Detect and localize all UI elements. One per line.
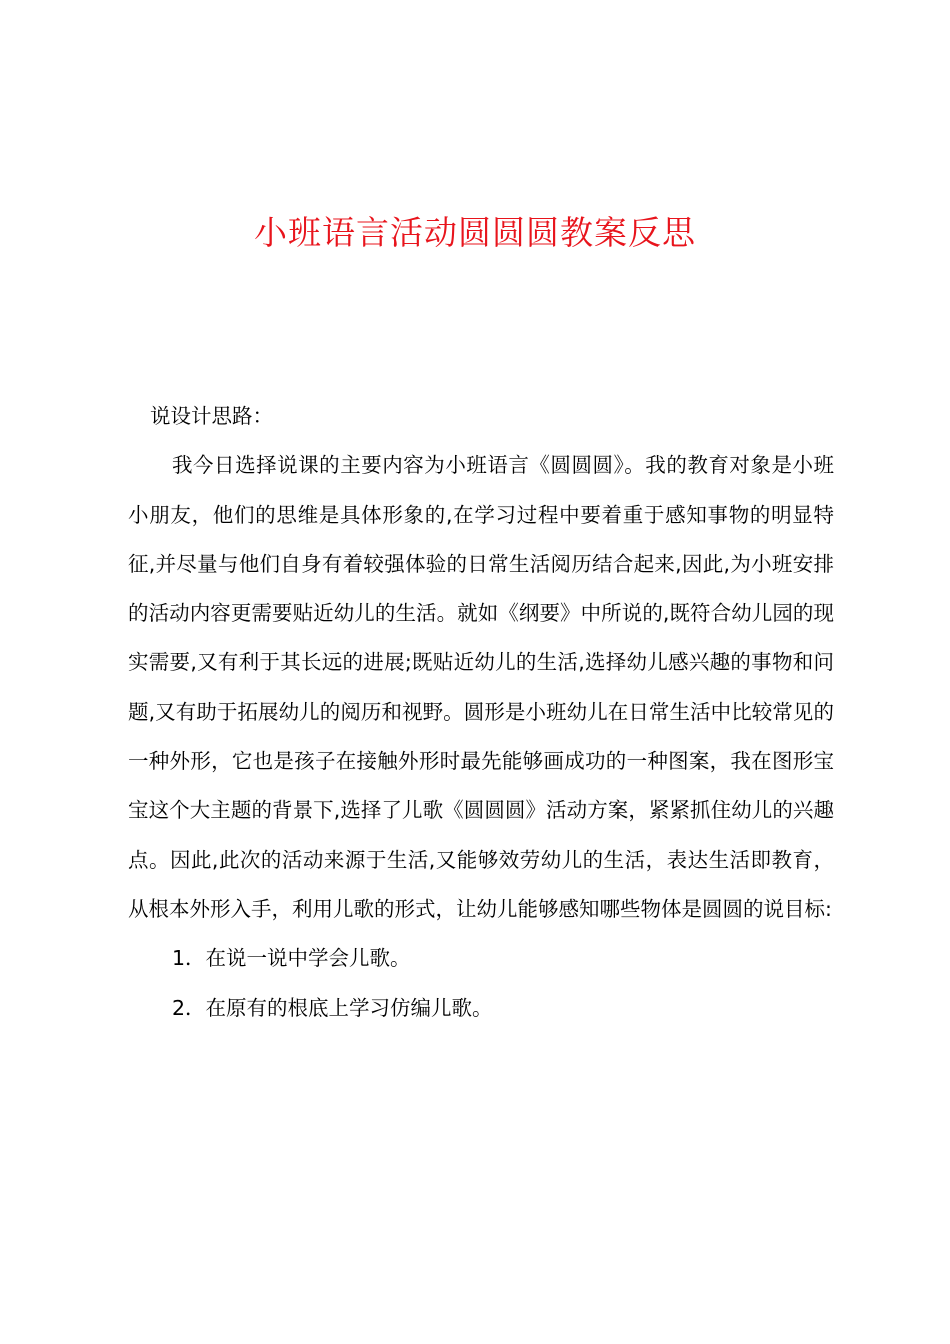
- body-paragraph: 我今日选择说课的主要内容为小班语言《圆圆圆》。我的教育对象是小班小朋友，他们的思维是具体形象的,在学习过程中要着重于感知事物的明显特征,并尽量与他们自身有着较强体验的日常生活阅历结合起来,因此,为小班安排的活动内容更需要贴近幼儿的生活。就如《纲要》中所说的,既符合幼儿园的现实需要,又有利于其长远的进展;既贴近幼儿的生活,选择幼儿感兴趣的事物和问题,又有助于拓展幼儿的阅历和视野。圆形是小班幼儿在日常生活中比较常见的一种外形，它也是孩子在接触外形时最先能够画成功的一种图案，我在图形宝宝这个大主题的背景下,选择了儿歌《圆圆圆》活动方案，紧紧抓住幼儿的兴趣点。因此,此次的活动来源于生活,又能够效劳幼儿的生活，表达生活即教育，从根本外形入手，利用儿歌的形式，让幼儿能够感知哪些物体是圆圆的说目标:: [128, 453, 834, 921]
- goal-item-2: 2．在原有的根底上学习仿编儿歌。: [172, 995, 493, 1020]
- section-heading: 说设计思路：: [150, 404, 273, 428]
- goal-item-1: 1．在说一说中学会儿歌。: [172, 946, 411, 971]
- document-body: [128, 392, 834, 1033]
- document-title: 小班语言活动圆圆圆教案反思: [254, 213, 696, 252]
